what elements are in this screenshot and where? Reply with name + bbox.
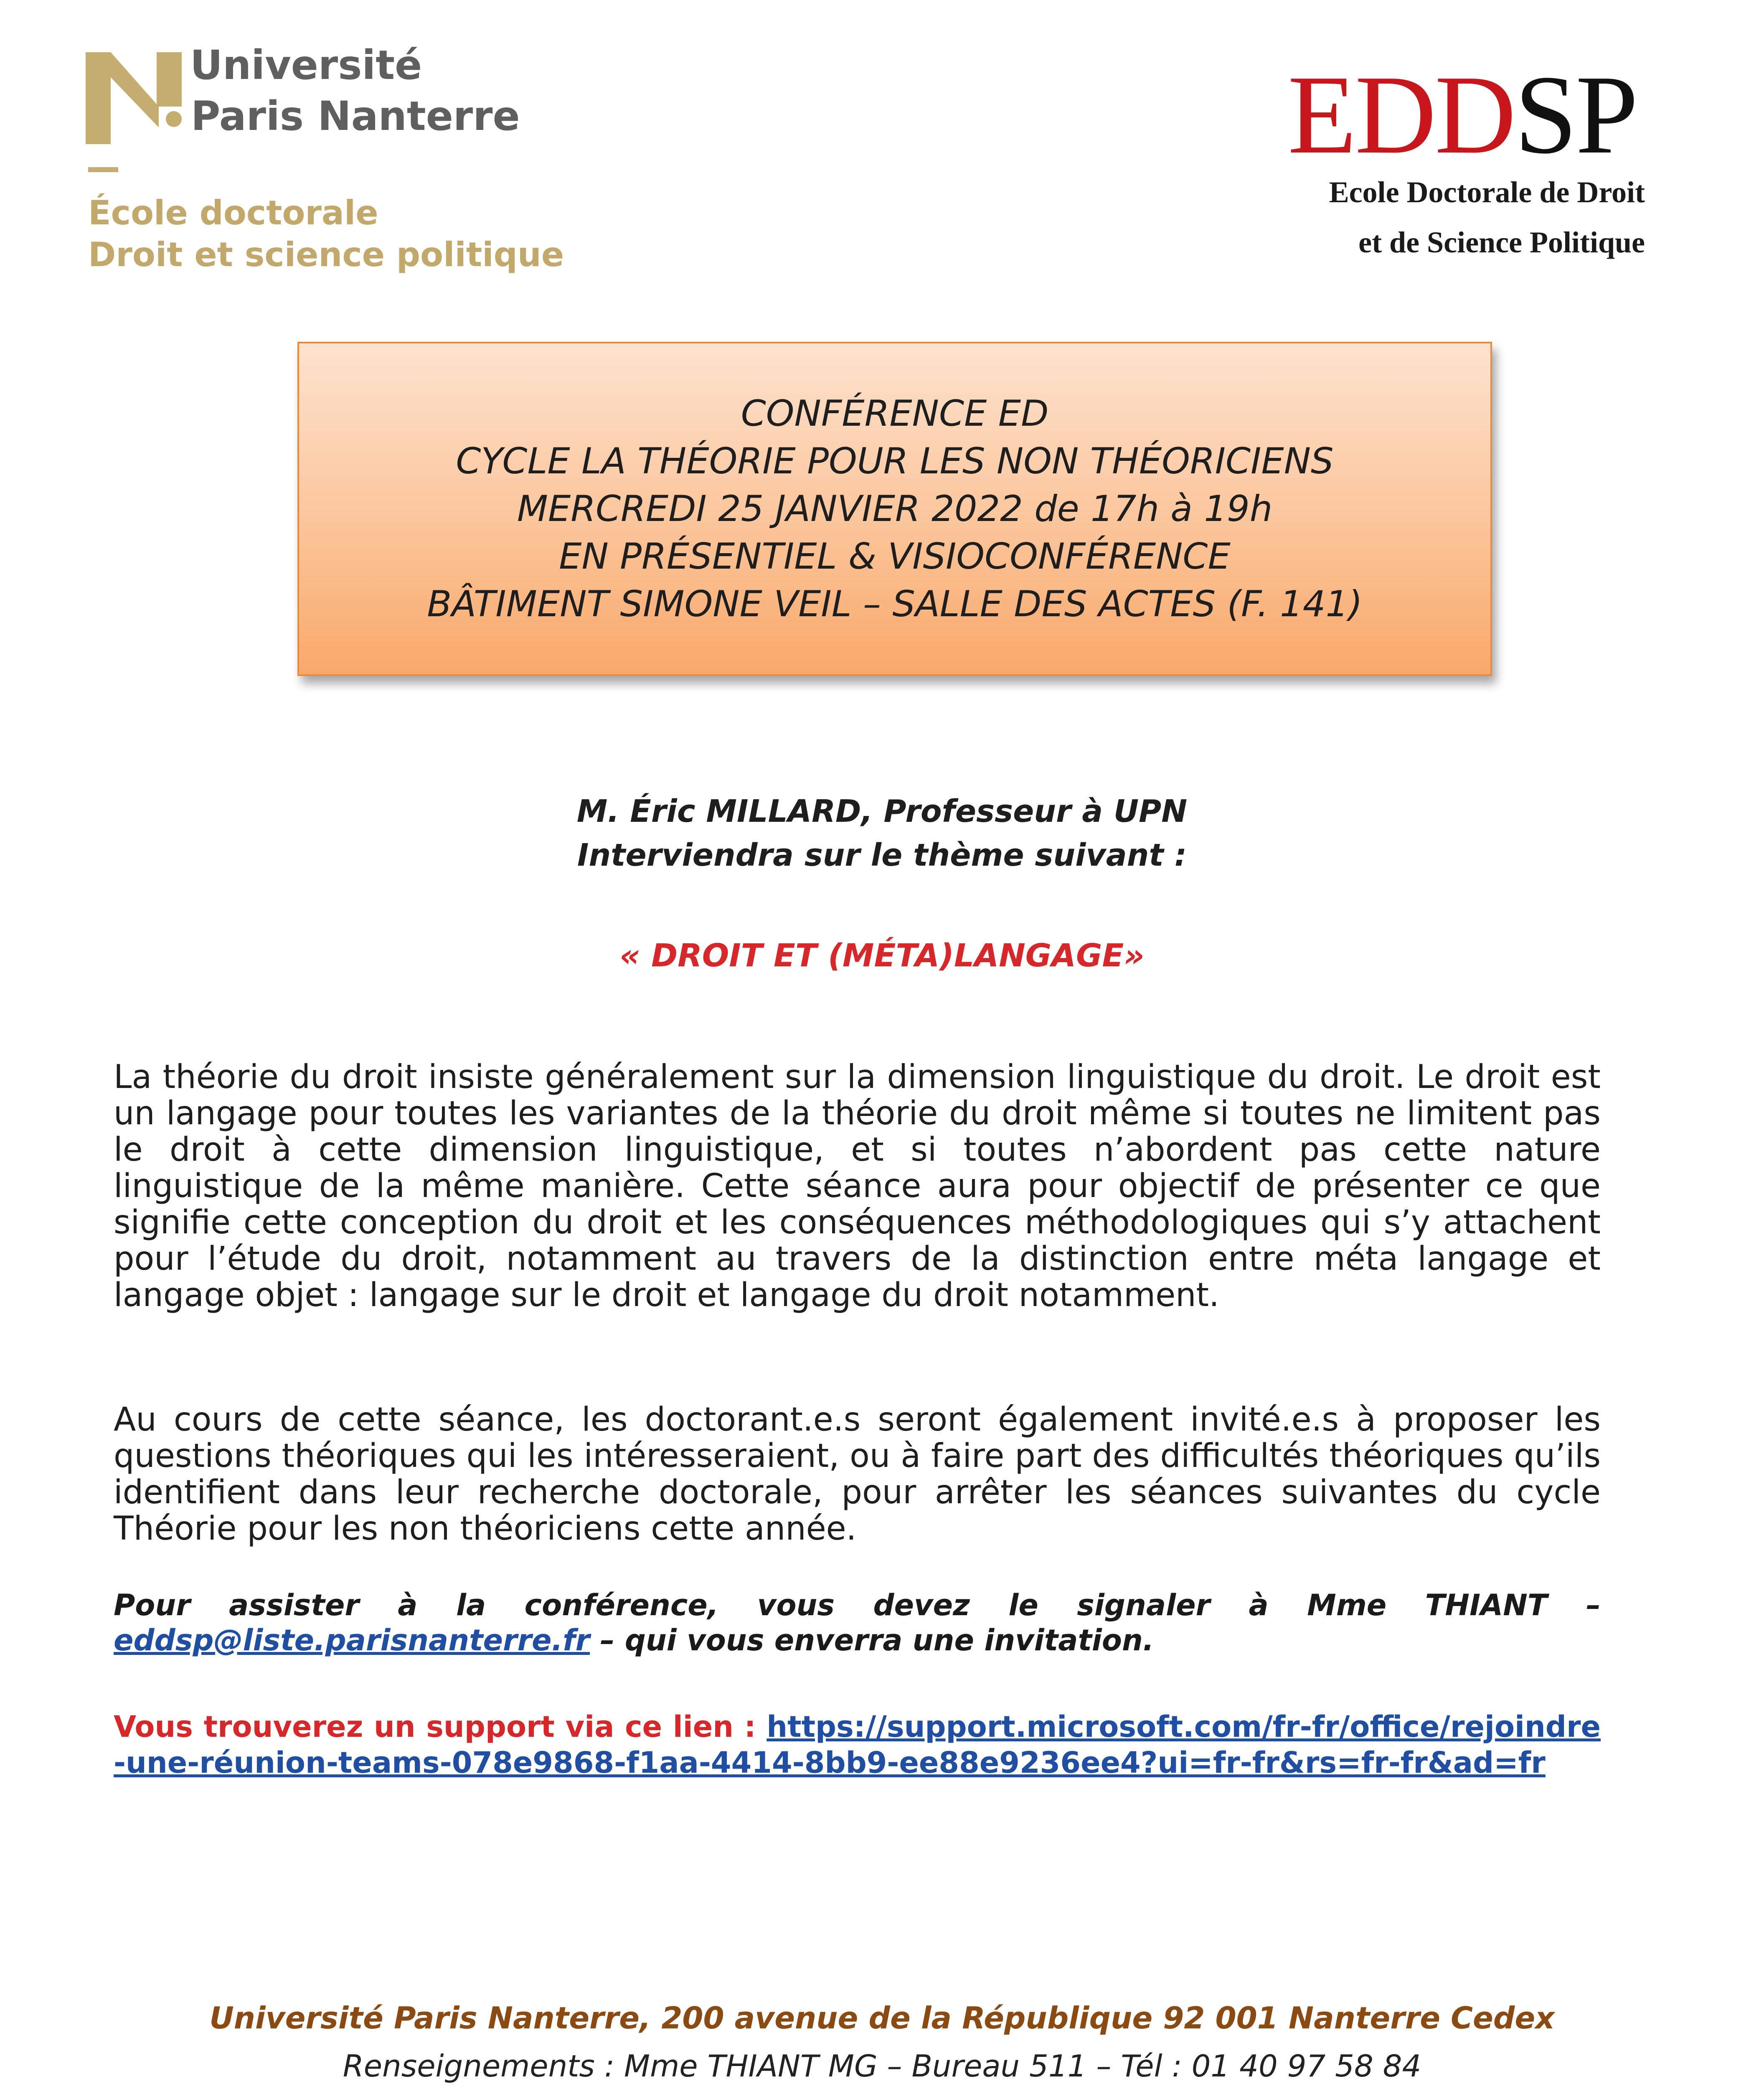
registration-notice bbox=[114, 1588, 1601, 1658]
eddsp-logo bbox=[1244, 52, 1645, 267]
registration-email-link[interactable]: eddsp@liste.parisnanterre.fr bbox=[114, 1623, 590, 1657]
registration-notice-text: Pour assister à la conférence, vous devez le signaler à Mme THIANT – bbox=[114, 1588, 1601, 1622]
event-format-line: EN PRÉSENTIEL & VISIOCONFÉRENCE bbox=[559, 536, 1231, 577]
doctoral-school-name bbox=[88, 192, 564, 276]
footer-address: Université Paris Nanterre, 200 avenue de la République 92 001 Nanterre Cedex bbox=[209, 2000, 1555, 2036]
doctoral-school-line2: Droit et science politique bbox=[88, 235, 564, 274]
university-name-line2: Paris Nanterre bbox=[190, 91, 520, 142]
support-teams-link[interactable]: https://support.microsoft.com/fr-fr/office/rejoindre-une-réunion-teams-078e9868-f1aa-4414-8bb9-ee88e9236ee4?ui=fr-fr&rs=fr-fr&ad=fr bbox=[114, 1710, 1601, 1780]
eddsp-subtitle bbox=[1329, 167, 1645, 267]
registration-notice-text-end: – qui vous enverra une invitation. bbox=[590, 1623, 1154, 1657]
dot-icon bbox=[166, 111, 182, 127]
eddsp-wordmark bbox=[1287, 52, 1637, 177]
footer-contact-info: Renseignements : Mme THIANT MG – Bureau 511 – Tél : 01 40 97 58 84 bbox=[343, 2048, 1421, 2084]
support-notice bbox=[114, 1709, 1601, 1781]
eddsp-wordmark-red: EDD bbox=[1287, 52, 1515, 177]
event-location-line: BÂTIMENT SIMONE VEIL – SALLE DES ACTES (F. 141) bbox=[427, 583, 1363, 625]
support-notice-text: Vous trouverez un support via ce lien : bbox=[114, 1710, 767, 1744]
event-cycle-line: CYCLE LA THÉORIE POUR LES NON THÉORICIENS bbox=[456, 440, 1334, 482]
speaker-name: M. Éric MILLARD, Professeur à UPN bbox=[576, 793, 1188, 829]
logo-divider bbox=[88, 167, 118, 172]
eddsp-subtitle-line1: Ecole Doctorale de Droit bbox=[1329, 175, 1645, 209]
university-name bbox=[190, 40, 520, 142]
eddsp-wordmark-black: SP bbox=[1514, 52, 1637, 177]
doctoral-school-line1: École doctorale bbox=[88, 193, 378, 232]
speaker-role: Interviendra sur le thème suivant : bbox=[577, 837, 1187, 873]
event-date-line: MERCREDI 25 JANVIER 2022 de 17h à 19h bbox=[517, 488, 1273, 530]
event-title-box bbox=[297, 342, 1492, 676]
description-paragraph-2: Au cours de cette séance, les doctorant.e.s seront également invité.e.s à proposer les questions théoriques qui les intéresseraient, ou à faire part des difficultés théoriques qu’ils identifient dans leur recherche doctorale, pour arrêter les séances suivantes du cycle Théorie pour les non théoriciens cette année. bbox=[114, 1401, 1601, 1548]
eddsp-subtitle-line2: et de Science Politique bbox=[1358, 226, 1645, 259]
description-paragraph-1: La théorie du droit insiste généralement sur la dimension linguistique du droit. Le droit est un langage pour toutes les variantes de la théorie du droit même si toutes ne limitent pas le droit à cette dimension linguistique, et si toutes n’abordent pas cette nature linguistique de la même manière. Cette séance aura pour objectif de présenter ce que signifie cette conception du droit et les conséquences méthodologiques qui s’y attachent pour l’étude du droit, notamment au travers de la distinction entre méta langage et langage objet : langage sur le droit et langage du droit notamment. bbox=[114, 1058, 1601, 1314]
event-title-line: CONFÉRENCE ED bbox=[741, 393, 1049, 435]
university-paris-nanterre-logo bbox=[86, 40, 587, 278]
nanterre-n-mark-icon bbox=[86, 44, 182, 144]
university-name-line1: Université bbox=[190, 42, 422, 89]
conference-topic: « DROIT ET (MÉTA)LANGAGE» bbox=[619, 937, 1145, 974]
